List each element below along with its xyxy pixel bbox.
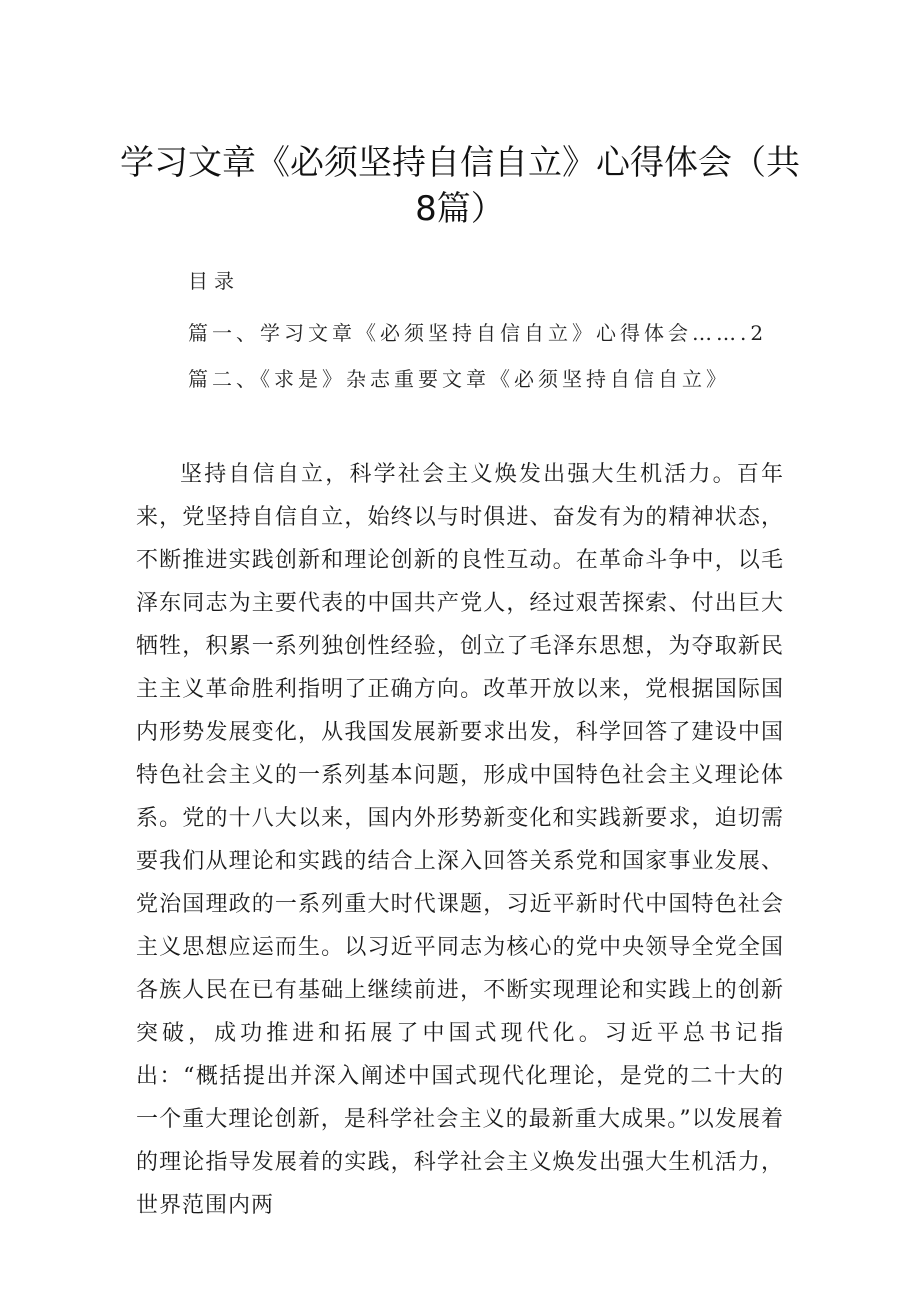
body-paragraph: 坚持自信自立，科学社会主义焕发出强大生机活力。百年来，党坚持自信自立，始终以与时俱进、奋发有为的精神状态，不断推进实践创新和理论创新的良性互动。在革命斗争中，以毛泽东同志为主要代表的中国共产党人，经过艰苦探索、付出巨大牺牲，积累一系列独创性经验，创立了毛泽东思想，为夺取新民主主义革命胜利指明了正确方向。改革开放以来，党根据国际国内形势发展变化，从我国发展新要求出发，科学回答了建设中国特色社会主义的一系列基本问题，形成中国特色社会主义理论体系。党的十八大以来，国内外形势新变化和实践新要求，迫切需要我们从理论和实践的结合上深入回答关系党和国家事业发展、党治国理政的一系列重大时代课题，习近平新时代中国特色社会主义思想应运而生。以习近平同志为核心的党中央领导全党全国各族人民在已有基础上继续前进，不断实现理论和实践上的创新突破，成功推进和拓展了中国式现代化。习近平总书记指出：“概括提出并深入阐述中国式现代化理论，是党的二十大的一个重大理论创新，是科学社会主义的最新重大成果。”以发展着的理论指导发展着的实践，科学社会主义焕发出强大生机活力，世界范围内两 (136, 462, 784, 1218)
toc-item-1[interactable]: 篇一、学习文章《必须坚持自信自立》心得体会…….2 (188, 321, 768, 345)
toc-item-2[interactable]: 篇二、《求是》杂志重要文章《必须坚持自信自立》 (188, 367, 730, 391)
toc-heading: 目录 (188, 269, 240, 293)
document-title: 学习文章《必须坚持自信自立》心得体会（共8篇） (120, 143, 800, 229)
